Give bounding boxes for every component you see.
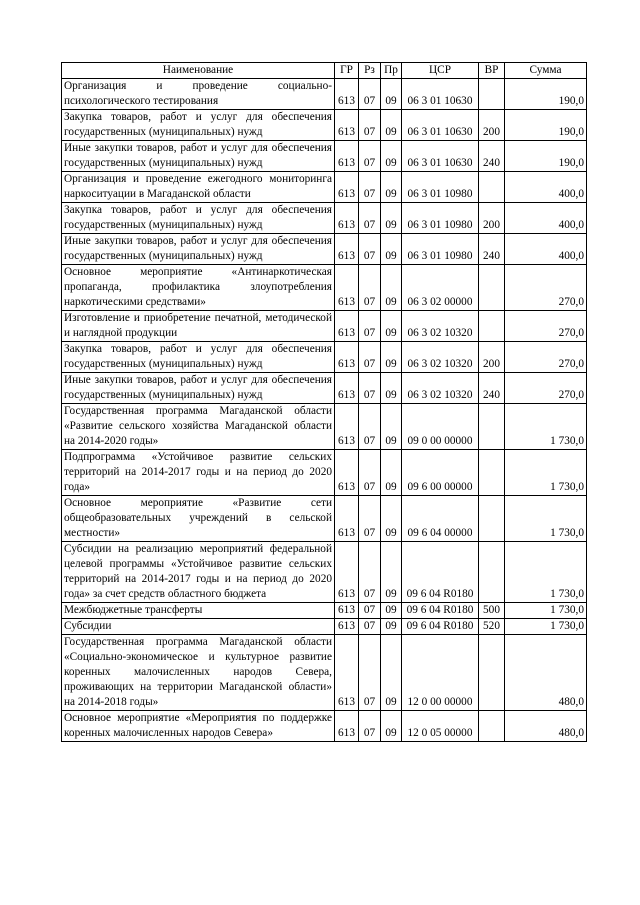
cell-gr: 613 [335,603,359,619]
cell-csr: 06 3 01 10630 [402,141,479,172]
cell-gr: 613 [335,450,359,496]
cell-gr: 613 [335,342,359,373]
table-row [62,404,587,450]
cell-pr: 09 [381,234,402,265]
cell-rz: 07 [359,619,381,635]
cell-gr: 613 [335,79,359,110]
header-sum: Сумма [505,63,587,79]
cell-gr: 613 [335,496,359,542]
cell-rz: 07 [359,79,381,110]
cell-name: Иные закупки товаров, работ и услуг для обеспечения государственных (муниципальных) нужд [62,141,335,172]
cell-pr: 09 [381,265,402,311]
cell-rz: 07 [359,342,381,373]
cell-pr: 09 [381,203,402,234]
cell-name: Подпрограмма «Устойчивое развитие сельских территорий на 2014-2017 годы и на период до 2020 года» [62,450,335,496]
cell-rz: 07 [359,373,381,404]
cell-rz: 07 [359,450,381,496]
table-row [62,619,587,635]
cell-vr [479,496,505,542]
cell-vr: 200 [479,342,505,373]
cell-csr: 09 6 04 00000 [402,496,479,542]
cell-vr: 240 [479,141,505,172]
cell-sum: 270,0 [505,373,587,404]
cell-csr: 06 3 02 10320 [402,311,479,342]
cell-sum: 400,0 [505,172,587,203]
cell-rz: 07 [359,141,381,172]
table-row [62,450,587,496]
cell-csr: 09 0 00 00000 [402,404,479,450]
cell-csr: 06 3 01 10980 [402,172,479,203]
cell-rz: 07 [359,404,381,450]
cell-vr [479,265,505,311]
cell-vr [479,542,505,603]
cell-sum: 270,0 [505,342,587,373]
cell-sum: 1 730,0 [505,542,587,603]
cell-vr: 520 [479,619,505,635]
cell-name: Основное мероприятие «Антинаркотическая пропаганда, профилактика злоупотребления наркотическими средствами» [62,265,335,311]
cell-gr: 613 [335,172,359,203]
cell-csr: 12 0 00 00000 [402,635,479,711]
cell-name: Субсидии [62,619,335,635]
cell-sum: 270,0 [505,265,587,311]
table-row [62,203,587,234]
cell-csr: 09 6 04 R0180 [402,542,479,603]
cell-sum: 1 730,0 [505,496,587,542]
cell-vr [479,79,505,110]
cell-gr: 613 [335,404,359,450]
table-row [62,603,587,619]
cell-pr: 09 [381,110,402,141]
cell-name: Иные закупки товаров, работ и услуг для обеспечения государственных (муниципальных) нужд [62,373,335,404]
cell-pr: 09 [381,635,402,711]
cell-gr: 613 [335,373,359,404]
header-name: Наименование [62,63,335,79]
header-csr: ЦСР [402,63,479,79]
cell-pr: 09 [381,172,402,203]
cell-rz: 07 [359,635,381,711]
cell-gr: 613 [335,141,359,172]
cell-sum: 480,0 [505,711,587,742]
cell-rz: 07 [359,234,381,265]
cell-csr: 09 6 04 R0180 [402,619,479,635]
cell-rz: 07 [359,542,381,603]
cell-sum: 270,0 [505,311,587,342]
header-vr: ВР [479,63,505,79]
cell-name: Основное мероприятие «Развитие сети общеобразовательных учреждений в сельской местности» [62,496,335,542]
cell-vr: 200 [479,110,505,141]
cell-name: Организация и проведение ежегодного мониторинга наркоситуации в Магаданской области [62,172,335,203]
header-gr: ГР [335,63,359,79]
table-row [62,342,587,373]
cell-pr: 09 [381,404,402,450]
cell-gr: 613 [335,711,359,742]
cell-gr: 613 [335,203,359,234]
cell-name: Государственная программа Магаданской области «Развитие сельского хозяйства Магаданской области на 2014-2020 годы» [62,404,335,450]
table-row [62,496,587,542]
cell-pr: 09 [381,542,402,603]
table-row [62,141,587,172]
cell-pr: 09 [381,619,402,635]
cell-pr: 09 [381,79,402,110]
cell-gr: 613 [335,311,359,342]
table-row [62,79,587,110]
cell-pr: 09 [381,141,402,172]
header-row [62,63,587,79]
table-row [62,373,587,404]
cell-pr: 09 [381,603,402,619]
cell-sum: 190,0 [505,79,587,110]
cell-name: Межбюджетные трансферты [62,603,335,619]
cell-sum: 1 730,0 [505,450,587,496]
cell-csr: 09 6 04 R0180 [402,603,479,619]
cell-sum: 190,0 [505,110,587,141]
cell-csr: 12 0 05 00000 [402,711,479,742]
cell-name: Закупка товаров, работ и услуг для обеспечения государственных (муниципальных) нужд [62,342,335,373]
cell-rz: 07 [359,172,381,203]
cell-vr [479,450,505,496]
cell-pr: 09 [381,373,402,404]
table-row [62,311,587,342]
cell-vr [479,311,505,342]
header-rz: Рз [359,63,381,79]
cell-vr [479,172,505,203]
cell-pr: 09 [381,711,402,742]
cell-vr: 200 [479,203,505,234]
cell-rz: 07 [359,265,381,311]
cell-pr: 09 [381,450,402,496]
cell-name: Субсидии на реализацию мероприятий федеральной целевой программы «Устойчивое развитие сельских территорий на 2014-2017 годы и на период до 2020 года» за счет средств областного бюджета [62,542,335,603]
cell-name: Изготовление и приобретение печатной, методической и наглядной продукции [62,311,335,342]
table-row [62,635,587,711]
cell-gr: 613 [335,110,359,141]
cell-gr: 613 [335,542,359,603]
cell-rz: 07 [359,203,381,234]
table-row [62,265,587,311]
cell-vr [479,711,505,742]
cell-pr: 09 [381,311,402,342]
cell-csr: 06 3 02 10320 [402,342,479,373]
cell-csr: 06 3 01 10630 [402,110,479,141]
cell-gr: 613 [335,635,359,711]
cell-sum: 190,0 [505,141,587,172]
cell-vr [479,635,505,711]
cell-csr: 06 3 02 00000 [402,265,479,311]
cell-name: Государственная программа Магаданской области «Социально-экономическое и культурное развитие коренных малочисленных народов Севера, проживающих на территории Магаданской области» на 2014-2018 годы» [62,635,335,711]
budget-table [61,62,587,742]
cell-pr: 09 [381,342,402,373]
cell-vr: 500 [479,603,505,619]
cell-gr: 613 [335,265,359,311]
cell-csr: 06 3 01 10980 [402,203,479,234]
table-row [62,234,587,265]
cell-vr: 240 [479,373,505,404]
cell-csr: 06 3 02 10320 [402,373,479,404]
cell-sum: 1 730,0 [505,619,587,635]
cell-name: Закупка товаров, работ и услуг для обеспечения государственных (муниципальных) нужд [62,110,335,141]
cell-sum: 1 730,0 [505,603,587,619]
cell-name: Закупка товаров, работ и услуг для обеспечения государственных (муниципальных) нужд [62,203,335,234]
cell-sum: 400,0 [505,203,587,234]
cell-name: Иные закупки товаров, работ и услуг для обеспечения государственных (муниципальных) нужд [62,234,335,265]
cell-sum: 480,0 [505,635,587,711]
table-row [62,110,587,141]
cell-name: Организация и проведение социально-психологического тестирования [62,79,335,110]
cell-csr: 06 3 01 10980 [402,234,479,265]
cell-gr: 613 [335,619,359,635]
cell-csr: 09 6 00 00000 [402,450,479,496]
cell-gr: 613 [335,234,359,265]
cell-rz: 07 [359,110,381,141]
cell-rz: 07 [359,711,381,742]
cell-sum: 1 730,0 [505,404,587,450]
cell-csr: 06 3 01 10630 [402,79,479,110]
cell-name: Основное мероприятие «Мероприятия по поддержке коренных малочисленных народов Севера» [62,711,335,742]
cell-vr [479,404,505,450]
table-row [62,711,587,742]
cell-sum: 400,0 [505,234,587,265]
cell-rz: 07 [359,496,381,542]
cell-pr: 09 [381,496,402,542]
header-pr: Пр [381,63,402,79]
cell-vr: 240 [479,234,505,265]
table-row [62,542,587,603]
table-row [62,172,587,203]
cell-rz: 07 [359,603,381,619]
cell-rz: 07 [359,311,381,342]
